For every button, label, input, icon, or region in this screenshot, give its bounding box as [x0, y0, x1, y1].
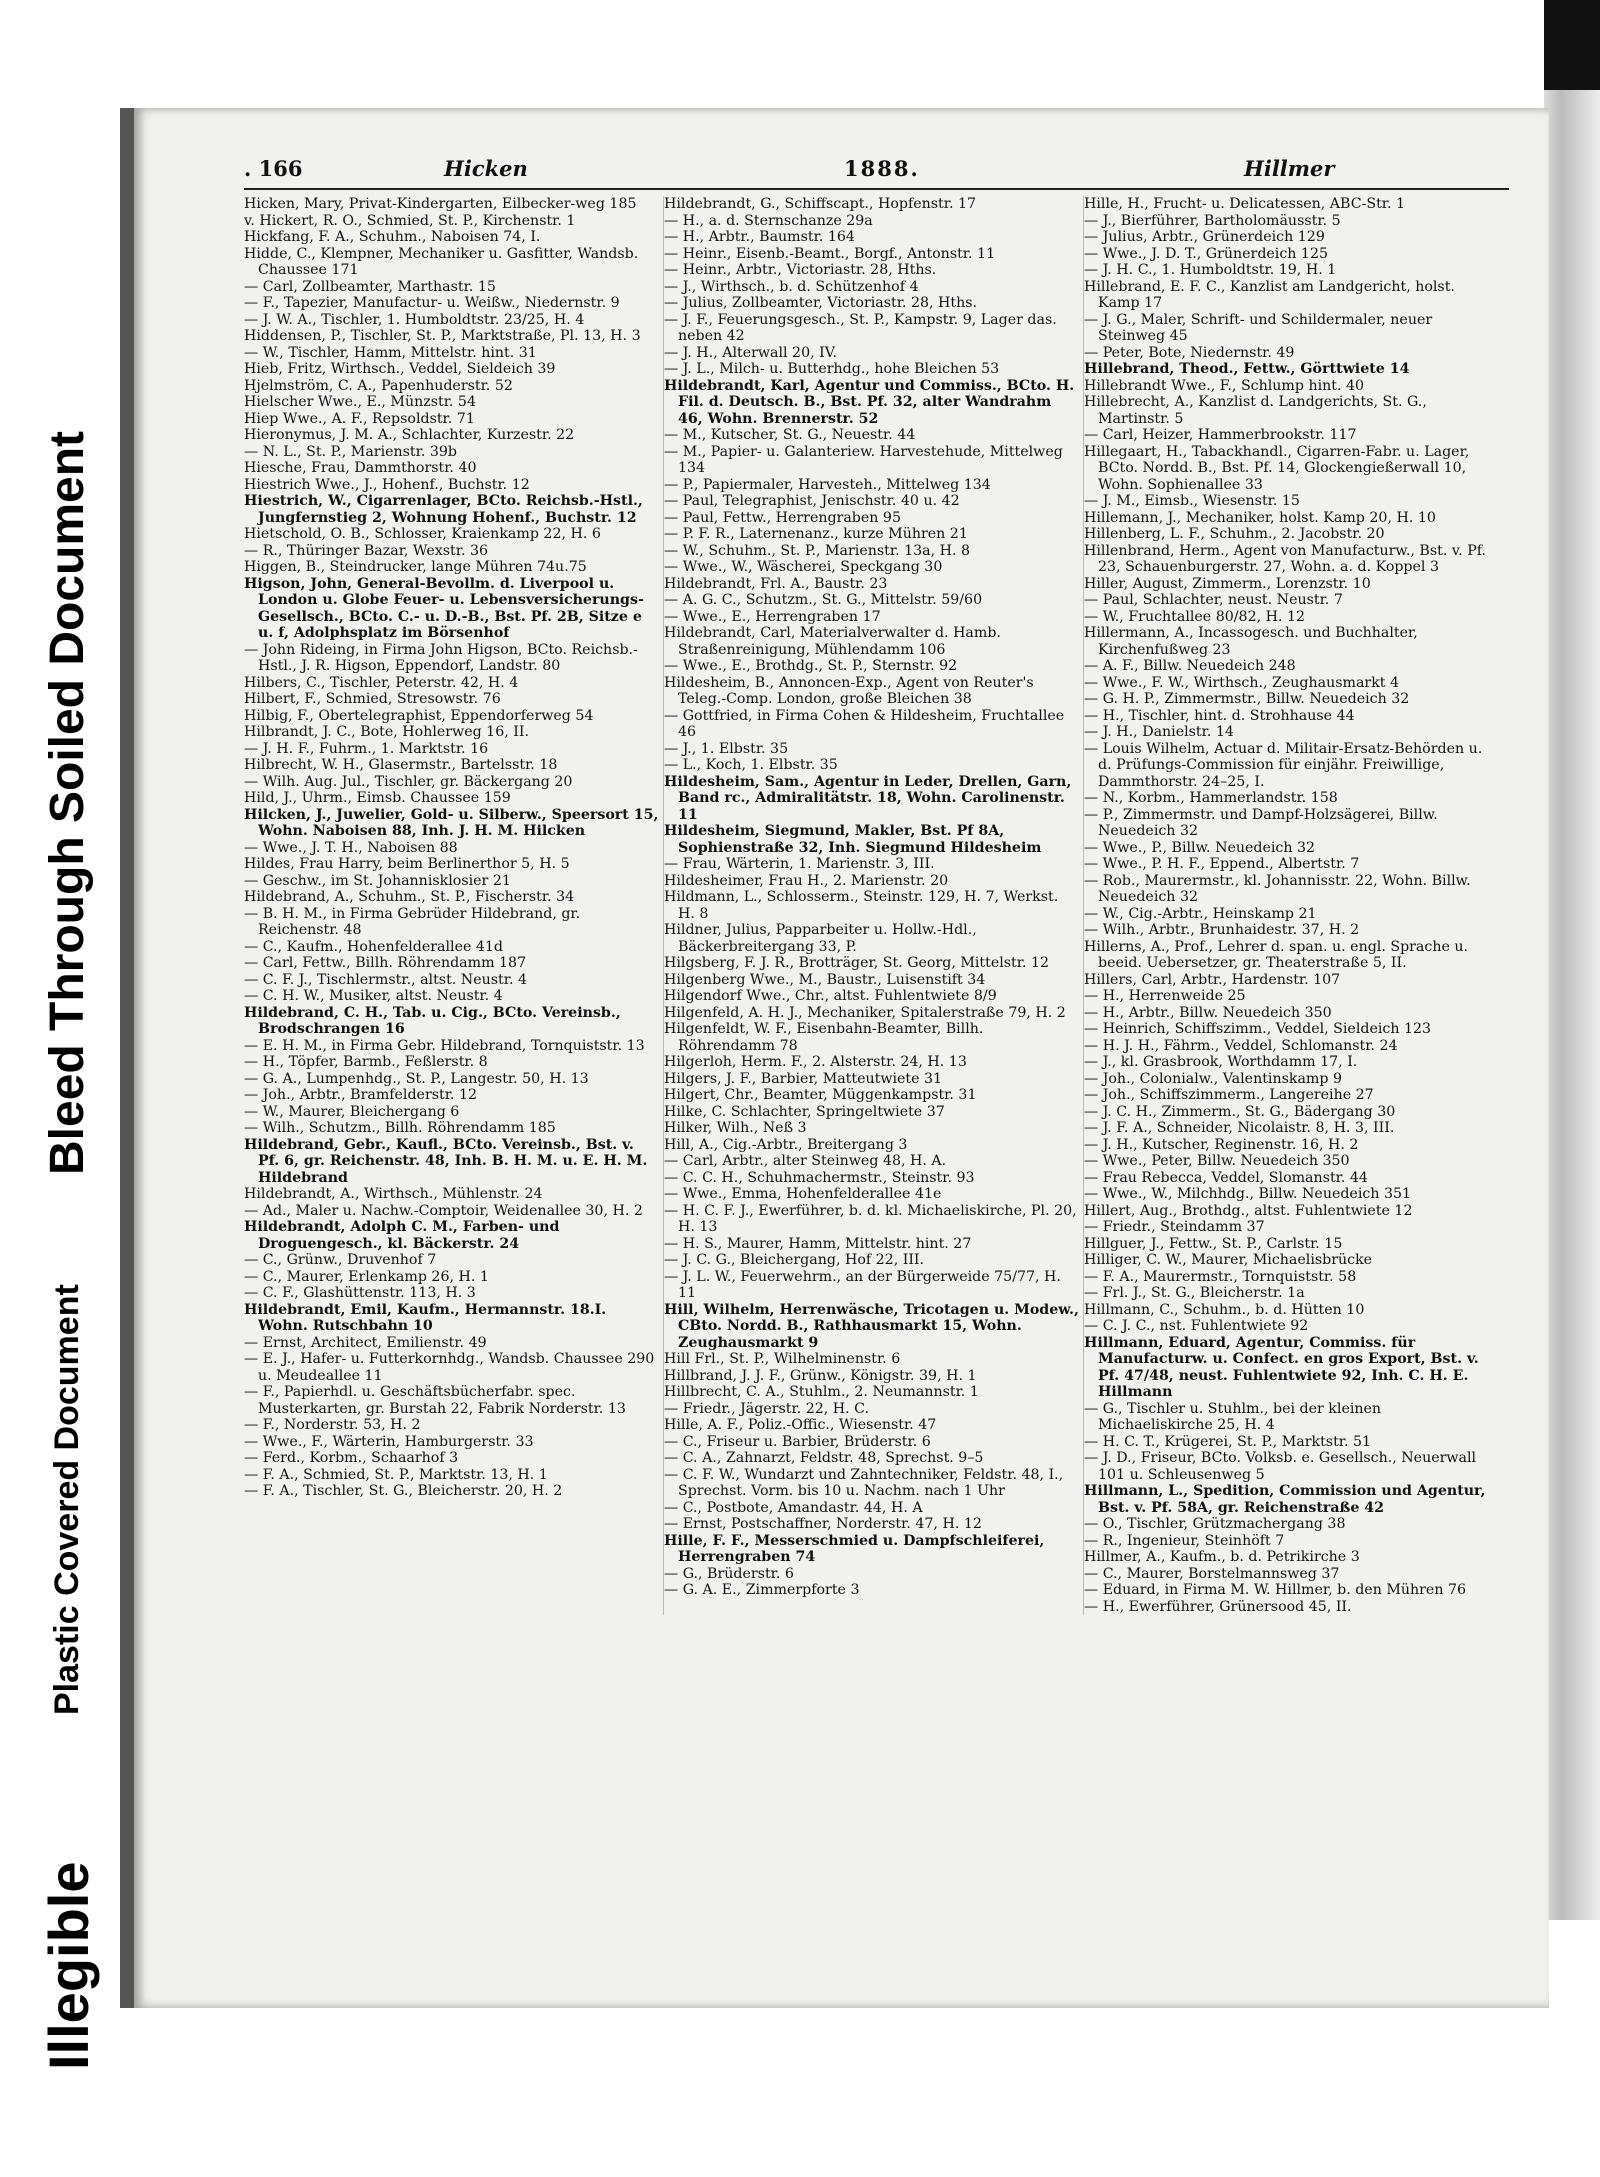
directory-entry: — G., Brüderstr. 6 [664, 1565, 794, 1582]
directory-entry: — C. F. J., Tischlermstr., altst. Neustr. 4 [244, 971, 527, 988]
directory-entry: Hilgert, Chr., Beamter, Müggenkampstr. 31 [664, 1087, 977, 1103]
scan-edge-strip [1544, 90, 1600, 1920]
directory-entry: Hillmann, L., Spedition, Commission und Agentur, Bst. v. Pf. 58A, gr. Reichenstraße 42 [1084, 1483, 1486, 1516]
directory-entry: — H. C. T., Krügerei, St. P., Marktstr. 51 [1084, 1433, 1372, 1450]
directory-entry: Hillers, Carl, Arbtr., Hardenstr. 107 [1084, 971, 1341, 988]
directory-entry: — Wwe., P., Billw. Neuedeich 32 [1084, 839, 1316, 856]
directory-entry: — E. J., Hafer- u. Futterkornhdg., Wandsb. Chaussee 290 u. Meudeallee 11 [244, 1351, 655, 1384]
directory-entry: — Wwe., W., Milchhdg., Billw. Neuedeich 351 [1084, 1186, 1412, 1202]
directory-entry: — Eduard, in Firma M. W. Hillmer, b. den Mühren 76 [1084, 1582, 1467, 1598]
directory-entry: — B. H. M., in Firma Gebrüder Hildebrand, gr. Reichenstr. 48 [244, 905, 581, 938]
directory-entry: — Joh., Colonialw., Valentinskamp 9 [1084, 1070, 1342, 1087]
directory-entry: — J. M., Eimsb., Wiesenstr. 15 [1084, 493, 1300, 509]
directory-entry: — C. H. W., Musiker, altst. Neustr. 4 [244, 988, 503, 1004]
directory-entry: Hildner, Julius, Papparbeiter u. Hollw.-Hdl., Bäckerbreitergang 33, P. [664, 922, 977, 955]
directory-entry: — F. A., Schmied, St. P., Marktstr. 13, H. 1 [244, 1466, 548, 1483]
directory-entry: — C. C. H., Schuhmachermstr., Steinstr. 93 [664, 1169, 975, 1186]
directory-entry: Hilbert, F., Schmied, Stresowstr. 76 [244, 691, 501, 707]
directory-entry: Hillermann, A., Incassogesch. und Buchhalter, Kirchenfußweg 23 [1084, 625, 1418, 658]
directory-entry: — J. L. W., Feuerwehrm., an der Bürgerweide 75/77, H. 11 [664, 1268, 1061, 1301]
directory-entry: Hille, H., Frucht- u. Delicatessen, ABC-Str. 1 [1084, 196, 1406, 212]
directory-entry: — Heinr., Eisenb.-Beamt., Borgf., Antonstr. 11 [664, 245, 996, 262]
directory-entry: — N. L., St. P., Marienstr. 39b [244, 443, 458, 460]
directory-entry: Hill Frl., St. P., Wilhelminenstr. 6 [664, 1351, 901, 1367]
directory-entry: Hilcken, J., Juwelier, Gold- u. Silberw., Speersort 15, Wohn. Naboisen 88, Inh. J. H. M. Hilcken [244, 806, 659, 839]
directory-entry: Hildebrandt, Adolph C. M., Farben- und Droguengesch., kl. Bäckerstr. 24 [244, 1219, 560, 1252]
directory-entry: Hillmann, Eduard, Agentur, Commiss. für Manufacturw. u. Confect. en gros Export, Bst. v. Pf. 47/48, neust. Fuhlentwiete 92, Inh. C. H. E. Hillmann [1084, 1334, 1479, 1400]
directory-entry: Hillmer, A., Kaufm., b. d. Petrikirche 3 [1084, 1549, 1360, 1565]
directory-entry: Hilgerloh, Herm. F., 2. Alsterstr. 24, H. 13 [664, 1054, 967, 1070]
directory-entry: — Julius, Arbtr., Grünerdeich 129 [1084, 229, 1325, 245]
page-content [244, 150, 1509, 1980]
directory-entry: Hilgers, J. F., Barbier, Matteutwiete 31 [664, 1070, 943, 1087]
directory-entry: Hillebrand, E. F. C., Kanzlist am Landgericht, holst. Kamp 17 [1084, 278, 1455, 311]
directory-entry: — F., Tapezier, Manufactur- u. Weißw., Niedernstr. 9 [244, 295, 620, 311]
directory-entry: Hilke, C. Schlachter, Springeltwiete 37 [664, 1103, 945, 1120]
directory-entry: — C., Grünw., Druvenhof 7 [244, 1252, 437, 1268]
directory-entry: Higgen, B., Steindrucker, lange Mühren 74u.75 [244, 559, 587, 575]
directory-entry: — Heinrich, Schiffszimm., Veddel, Sieldeich 123 [1084, 1021, 1432, 1037]
directory-entry: Hilbrecht, W. H., Glasermstr., Bartelsstr. 18 [244, 757, 558, 773]
directory-entry: — E. H. M., in Firma Gebr. Hildebrand, Tornquiststr. 13 [244, 1037, 645, 1054]
directory-entry: — C. F. W., Wundarzt und Zahntechniker, Feldstr. 48, I., Sprechst. Vorm. bis 10 u. Nachm. nach 1 Uhr [664, 1466, 1064, 1499]
directory-entry: — H. J. H., Fährm., Veddel, Schlomanstr. 24 [1084, 1037, 1398, 1054]
directory-entry: — W., Maurer, Bleichergang 6 [244, 1103, 460, 1120]
scanned-page [120, 108, 1549, 2008]
directory-entry: Hiller, August, Zimmerm., Lorenzstr. 10 [1084, 575, 1371, 592]
directory-entry: — H., Töpfer, Barmb., Feßlerstr. 8 [244, 1054, 488, 1070]
directory-entry: Hildebrandt, G., Schiffscapt., Hopfenstr. 17 [664, 196, 977, 212]
directory-entry: Hilliger, C. W., Maurer, Michaelisbrücke [1084, 1252, 1373, 1268]
directory-entry: — J. L., Milch- u. Butterhdg., hohe Bleichen 53 [664, 361, 1000, 377]
directory-entry: — Paul, Schlachter, neust. Neustr. 7 [1084, 592, 1343, 608]
directory-entry: — G. A., Lumpenhdg., St. P., Langestr. 50, H. 13 [244, 1070, 589, 1087]
directory-entry: — M., Papier- u. Galanteriew. Harvestehude, Mittelweg 134 [664, 443, 1063, 476]
directory-entry: Hildebrand, A., Schuhm., St. P., Fischerstr. 34 [244, 889, 575, 905]
directory-entry: — W., Cig.-Arbtr., Heinskamp 21 [1084, 905, 1317, 922]
directory-entry: — Heinr., Arbtr., Victoriastr. 28, Hths. [664, 262, 937, 278]
directory-entry: Hillemann, J., Mechaniker, holst. Kamp 20, H. 10 [1084, 509, 1436, 526]
directory-entry: Hildesheimer, Frau H., 2. Marienstr. 20 [664, 872, 949, 889]
directory-entry: — H., Arbtr., Billw. Neuedeich 350 [1084, 1004, 1332, 1021]
directory-entry: Hildebrandt, Carl, Materialverwalter d. Hamb. Straßenreinigung, Mühlendamm 106 [664, 625, 1001, 658]
directory-entry: — W., Schuhm., St. P., Marienstr. 13a, H. 8 [664, 542, 971, 559]
scan-edge-dark [1544, 0, 1600, 90]
directory-entry: — J., Bierführer, Bartholomäusstr. 5 [1084, 212, 1341, 229]
directory-entry: — J., Wirthsch., b. d. Schützenhof 4 [664, 278, 919, 295]
directory-entry: — Ferd., Korbm., Schaarhof 3 [244, 1450, 459, 1466]
directory-column-3 [1084, 196, 1504, 1615]
directory-entry: Hilbig, F., Obertelegraphist, Eppendorferweg 54 [244, 707, 594, 724]
directory-entry: Hilgenberg Wwe., M., Baustr., Luisenstift 34 [664, 971, 986, 988]
directory-entry: Hietschold, O. B., Schlosser, Kraienkamp 22, H. 6 [244, 526, 601, 542]
directory-entry: — Ad., Maler u. Nachw.-Comptoir, Weidenallee 30, H. 2 [244, 1202, 643, 1219]
directory-entry: — Wilh., Arbtr., Brunhaidestr. 37, H. 2 [1084, 922, 1360, 938]
directory-entry: — Wwe., Peter, Billw. Neuedeich 350 [1084, 1153, 1350, 1169]
directory-entry: — O., Tischler, Grützmachergang 38 [1084, 1516, 1346, 1532]
directory-entry: Hille, A. F., Poliz.-Offic., Wiesenstr. 47 [664, 1417, 937, 1433]
directory-entry: — C. J. C., nst. Fuhlentwiete 92 [1084, 1318, 1309, 1334]
header-left-word: Hicken [444, 156, 528, 181]
directory-entry: — Louis Wilhelm, Actuar d. Militair-Ersatz-Behörden u. d. Prüfungs-Commission für einjähr. Freiwillige, Dammthorstr. 24–25, I. [1084, 740, 1483, 790]
directory-entry: — Carl, Arbtr., alter Steinweg 48, H. A. [664, 1153, 947, 1169]
directory-entry: Hiesche, Frau, Dammthorstr. 40 [244, 460, 477, 476]
directory-entry: — A. G. C., Schutzm., St. G., Mittelstr. 59/60 [664, 592, 983, 608]
directory-entry: — J. H. C., 1. Humboldtstr. 19, H. 1 [1084, 262, 1337, 278]
directory-entry: Hildmann, L., Schlosserm., Steinstr. 129, H. 7, Werkst. H. 8 [664, 889, 1059, 922]
directory-entry: v. Hickert, R. O., Schmied, St. P., Kirchenstr. 1 [244, 212, 576, 229]
directory-entry: Hildebrandt, A., Wirthsch., Mühlenstr. 24 [244, 1186, 543, 1202]
directory-entry: Hieronymus, J. M. A., Schlachter, Kurzestr. 22 [244, 427, 575, 443]
directory-entry: — Geschw., im St. Johannisklosier 21 [244, 872, 511, 889]
directory-entry: — H., Tischler, hint. d. Strohhause 44 [1084, 707, 1355, 724]
directory-entry: — F., Norderstr. 53, H. 2 [244, 1417, 421, 1433]
directory-entry: Hildebrandt, Frl. A., Baustr. 23 [664, 575, 888, 592]
header-right-word: Hillmer [1244, 156, 1335, 181]
directory-entry: — H., Ewerführer, Grünersood 45, II. [1084, 1598, 1352, 1615]
directory-entry: — J. W. A., Tischler, 1. Humboldtstr. 23/25, H. 4 [244, 311, 585, 328]
directory-entry: Hill, A., Cig.-Arbtr., Breitergang 3 [664, 1136, 908, 1153]
directory-entry: — John Rideing, in Firma John Higson, BCto. Reichsb.-Hstl., J. R. Higson, Eppendorf, Landstr. 80 [244, 641, 638, 674]
directory-entry: Hiddensen, P., Tischler, St. P., Marktstraße, Pl. 13, H. 3 [244, 328, 641, 344]
directory-entry: Hillbrecht, C. A., Stuhlm., 2. Neumannstr. 1 [664, 1384, 979, 1400]
directory-entry: — Wilh., Schutzm., Billh. Röhrendamm 185 [244, 1120, 556, 1136]
directory-entry: — J., 1. Elbstr. 35 [664, 740, 789, 757]
bleed-through-label: Bleed Through Soiled Document [41, 430, 94, 1175]
directory-entry: Hild, J., Uhrm., Eimsb. Chaussee 159 [244, 790, 511, 806]
directory-entry: — H. C. F. J., Ewerführer, b. d. kl. Michaeliskirche, Pl. 20, H. 13 [664, 1202, 1077, 1235]
directory-entry: Hilker, Wilh., Neß 3 [664, 1120, 807, 1136]
directory-entry: Hillebrand, Theod., Fettw., Görttwiete 14 [1084, 361, 1410, 377]
directory-entry: — A. F., Billw. Neuedeich 248 [1084, 658, 1296, 674]
directory-entry: Hieb, Fritz, Wirthsch., Veddel, Sieldeich 39 [244, 361, 556, 377]
directory-entry: — M., Kutscher, St. G., Neuestr. 44 [664, 427, 916, 443]
directory-entry: — J. D., Friseur, BCto. Volksb. e. Gesellsch., Neuerwall 101 u. Schleusenweg 5 [1084, 1450, 1477, 1483]
directory-entry: — L., Koch, 1. Elbstr. 35 [664, 757, 838, 773]
directory-entry: Hilbers, C., Tischler, Peterstr. 42, H. 4 [244, 674, 519, 691]
directory-entry: — Paul, Telegraphist, Jenischstr. 40 u. 42 [664, 493, 960, 509]
directory-entry: — Carl, Fettw., Billh. Röhrendamm 187 [244, 955, 527, 971]
directory-entry: — C. A., Zahnarzt, Feldstr. 48, Sprechst. 9–5 [664, 1450, 984, 1466]
directory-entry: — J. F., Feuerungsgesch., St. P., Kampstr. 9, Lager das. neben 42 [664, 311, 1057, 344]
directory-entry: — J., kl. Grasbrook, Worthdamm 17, I. [1084, 1054, 1358, 1070]
directory-entry: — J. H., Alterwall 20, IV. [664, 344, 838, 361]
plastic-covered-label: Plastic Covered Document [48, 1284, 86, 1715]
directory-entry: — Rob., Maurermstr., kl. Johannisstr. 22, Wohn. Billw. Neuedeich 32 [1084, 872, 1471, 905]
directory-entry: — Joh., Schiffszimmerm., Langereihe 27 [1084, 1087, 1374, 1103]
directory-entry: Higson, John, General-Bevollm. d. Liverpool u. London u. Globe Feuer- u. Lebensversicherungs-Gesellsch., BCto. C.- u. D.-B., Bst. Pf. 2B, Sitze e u. f, Adolphsplatz im Börsenhof [244, 575, 644, 641]
page-header [244, 150, 1509, 190]
directory-entry: — F., Papierhdl. u. Geschäftsbücherfabr. spec. Musterkarten, gr. Burstah 22, Fabrik Norderstr. 13 [244, 1384, 626, 1417]
directory-entry: — W., Fruchtallee 80/82, H. 12 [1084, 608, 1306, 625]
directory-entry: Hidde, C., Klempner, Mechaniker u. Gasfitter, Wandsb. Chaussee 171 [244, 245, 639, 278]
directory-entry: — Wwe., E., Brothdg., St. P., Sternstr. 92 [664, 658, 958, 674]
directory-entry: — Wwe., F. W., Wirthsch., Zeughausmarkt 4 [1084, 674, 1400, 691]
directory-entry: Hildesheim, Sam., Agentur in Leder, Drellen, Garn, Band rc., Admiralitätstr. 18, Wohn. Carolinenstr. 11 [664, 773, 1072, 823]
directory-entry: Hillebrandt Wwe., F., Schlump hint. 40 [1084, 377, 1365, 394]
directory-entry: Hildes, Frau Harry, beim Berlinerthor 5, H. 5 [244, 856, 570, 872]
directory-entry: — C., Postbote, Amandastr. 44, H. A [664, 1499, 923, 1516]
directory-entry: Hillenberg, L. F., Schuhm., 2. Jacobstr. 20 [1084, 526, 1385, 542]
directory-entry: — H., Herrenweide 25 [1084, 988, 1246, 1004]
archive-side-labels [0, 0, 110, 2177]
page-number: . 166 [244, 156, 303, 181]
directory-entry: — C., Maurer, Borstelmannsweg 37 [1084, 1565, 1340, 1582]
directory-entry: — R., Ingenieur, Steinhöft 7 [1084, 1532, 1285, 1549]
directory-entry: Hildesheim, B., Annoncen-Exp., Agent von Reuter's Teleg.-Comp. London, große Bleichen 38 [664, 674, 1034, 707]
directory-entry: Hiestrich, W., Cigarrenlager, BCto. Reichsb.-Hstl., Jungfernstieg 2, Wohnung Hohenf., Buchstr. 12 [244, 493, 643, 526]
directory-entry: — Friedr., Steindamm 37 [1084, 1219, 1265, 1235]
directory-entry: Hilgendorf Wwe., Chr., altst. Fuhlentwiete 8/9 [664, 988, 997, 1004]
directory-entry: — F. A., Tischler, St. G., Bleicherstr. 20, H. 2 [244, 1483, 563, 1499]
directory-column-1 [244, 196, 664, 1615]
directory-entry: — Frl. J., St. G., Bleicherstr. 1a [1084, 1285, 1305, 1301]
directory-entry: — Frau Rebecca, Veddel, Slomanstr. 44 [1084, 1169, 1368, 1186]
directory-entry: — Peter, Bote, Niedernstr. 49 [1084, 344, 1295, 361]
directory-entry: — Wwe., E., Herrengraben 17 [664, 608, 881, 625]
illegible-label: Illegible [37, 1861, 100, 2070]
directory-entry: — F. A., Maurermstr., Tornquiststr. 58 [1084, 1268, 1357, 1285]
directory-entry: — N., Korbm., Hammerlandstr. 158 [1084, 790, 1338, 806]
directory-entry: — C., Maurer, Erlenkamp 26, H. 1 [244, 1268, 489, 1285]
directory-entry: Hilgenfeldt, W. F., Eisenbahn-Beamter, Billh. Röhrendamm 78 [664, 1021, 984, 1054]
directory-entry: Hilgsberg, F. J. R., Brotträger, St. Georg, Mittelstr. 12 [664, 955, 1050, 971]
directory-entry: — G., Tischler u. Stuhlm., bei der kleinen Michaeliskirche 25, H. 4 [1084, 1400, 1382, 1433]
directory-entry: — C., Friseur u. Barbier, Brüderstr. 6 [664, 1433, 931, 1450]
directory-entry: — H., a. d. Sternschanze 29a [664, 212, 873, 229]
directory-entry: Hillert, Aug., Brothdg., altst. Fuhlentwiete 12 [1084, 1202, 1413, 1219]
directory-entry: — J. G., Maler, Schrift- und Schildermaler, neuer Steinweg 45 [1084, 311, 1433, 344]
directory-entry: — Julius, Zollbeamter, Victoriastr. 28, Hths. [664, 295, 978, 311]
directory-entry: — Carl, Zollbeamter, Marthastr. 15 [244, 278, 496, 295]
directory-entry: — R., Thüringer Bazar, Wexstr. 36 [244, 542, 489, 559]
directory-entry: — J. H., Kutscher, Reginenstr. 16, H. 2 [1084, 1136, 1359, 1153]
directory-entry: — Wwe., J. T. H., Naboisen 88 [244, 839, 458, 856]
directory-entry: Hillbrand, J. J. F., Grünw., Königstr. 39, H. 1 [664, 1367, 977, 1384]
directory-entry: Hilgenfeld, A. H. J., Mechaniker, Spitalerstraße 79, H. 2 [664, 1004, 1066, 1021]
directory-entry: Hickfang, F. A., Schuhm., Naboisen 74, I. [244, 229, 541, 245]
directory-entry: — C., Kaufm., Hohenfelderallee 41d [244, 938, 504, 955]
directory-entry: — Wwe., W., Wäscherei, Speckgang 30 [664, 559, 943, 575]
directory-entry: Hildebrandt, Karl, Agentur und Commiss., BCto. H. Fil. d. Deutsch. B., Bst. Pf. 32, alter Wandrahm 46, Wohn. Brennerstr. 52 [664, 377, 1075, 427]
directory-entry: — G. A. E., Zimmerpforte 3 [664, 1582, 860, 1598]
directory-entry: — P. F. R., Laternenanz., kurze Mühren 21 [664, 526, 968, 542]
directory-entry: — P., Papiermaler, Harvesteh., Mittelweg 134 [664, 476, 991, 493]
directory-entry: — H. S., Maurer, Hamm, Mittelstr. hint. 27 [664, 1235, 972, 1252]
directory-entry: Hilbrandt, J. C., Bote, Hohlerweg 16, II. [244, 724, 529, 740]
directory-entry: — J. C. G., Bleichergang, Hof 22, III. [664, 1252, 925, 1268]
directory-column-2 [664, 196, 1084, 1615]
directory-entry: Hielscher Wwe., E., Münzstr. 54 [244, 394, 476, 410]
directory-entry: Hiestrich Wwe., J., Hohenf., Buchstr. 12 [244, 476, 530, 493]
directory-entry: — Frau, Wärterin, 1. Marienstr. 3, III. [664, 856, 935, 872]
directory-entry: — G. H. P., Zimmermstr., Billw. Neuedeich 32 [1084, 691, 1410, 707]
directory-entry: — Wwe., P. H. F., Eppend., Albertstr. 7 [1084, 856, 1360, 872]
directory-entry: — J. C. H., Zimmerm., St. G., Bädergang 30 [1084, 1103, 1396, 1120]
directory-entry: Hillerns, A., Prof., Lehrer d. span. u. engl. Sprache u. beeid. Uebersetzer, gr. Theaterstraße 5, II. [1084, 938, 1469, 971]
directory-columns [244, 196, 1509, 1615]
directory-entry: Hill, Wilhelm, Herrenwäsche, Tricotagen u. Modew., CBto. Nordd. B., Rathhausmarkt 15, Wohn. Zeughausmarkt 9 [664, 1301, 1079, 1351]
directory-entry: — Ernst, Architect, Emilienstr. 49 [244, 1334, 487, 1351]
directory-entry: — Paul, Fettw., Herrengraben 95 [664, 509, 901, 526]
directory-entry: — Wilh. Aug. Jul., Tischler, gr. Bäckergang 20 [244, 773, 573, 790]
directory-entry: Hildebrand, Gebr., Kaufl., BCto. Vereinsb., Bst. v. Pf. 6, gr. Reichenstr. 48, Inh. B. H. M. u. E. H. M. Hildebrand [244, 1136, 648, 1186]
directory-entry: — Wwe., J. D. T., Grünerdeich 125 [1084, 245, 1329, 262]
directory-entry: — J. H., Danielstr. 14 [1084, 724, 1234, 740]
directory-entry: — Ernst, Postschaffner, Norderstr. 47, H. 12 [664, 1516, 982, 1532]
directory-entry: Hildebrand, C. H., Tab. u. Cig., BCto. Vereinsb., Brodschrangen 16 [244, 1004, 621, 1037]
directory-entry: Hildesheim, Siegmund, Makler, Bst. Pf 8A, Sophienstraße 32, Inh. Siegmund Hildesheim [664, 823, 1042, 856]
directory-entry: — J. H. F., Fuhrm., 1. Marktstr. 16 [244, 740, 489, 757]
directory-entry: — Wwe., Emma, Hohenfelderallee 41e [664, 1186, 942, 1202]
directory-entry: — P., Zimmermstr. und Dampf-Holzsägerei, Billw. Neuedeich 32 [1084, 806, 1438, 839]
directory-entry: Hicken, Mary, Privat-Kindergarten, Eilbecker-weg 185 [244, 196, 637, 212]
directory-entry: — H., Arbtr., Baumstr. 164 [664, 229, 855, 245]
directory-entry: Hillegaart, H., Tabackhandl., Cigarren-Fabr. u. Lager, BCto. Nordd. B., Bst. Pf. 14, Glockengießerwall 10, Wohn. Sophienallee 33 [1084, 443, 1470, 493]
directory-entry: Hillguer, J., Fettw., St. P., Carlstr. 15 [1084, 1235, 1343, 1252]
directory-entry: — Gottfried, in Firma Cohen & Hildesheim, Fruchtallee 46 [664, 707, 1065, 740]
directory-entry: Hiep Wwe., A. F., Repsoldstr. 71 [244, 410, 475, 427]
directory-entry: Hillebrecht, A., Kanzlist d. Landgerichts, St. G., Martinstr. 5 [1084, 394, 1427, 427]
directory-entry: — Friedr., Jägerstr. 22, H. C. [664, 1400, 870, 1417]
directory-entry: Hille, F. F., Messerschmied u. Dampfschleiferei, Herrengraben 74 [664, 1532, 1045, 1565]
directory-entry: — Joh., Arbtr., Bramfelderstr. 12 [244, 1087, 477, 1103]
directory-entry: Hillenbrand, Herm., Agent von Manufacturw., Bst. v. Pf. 23, Schauenburgerstr. 27, Wohn. a. d. Koppel 3 [1084, 542, 1486, 575]
directory-entry: Hildebrandt, Emil, Kaufm., Hermannstr. 18.I. Wohn. Rutschbahn 10 [244, 1301, 607, 1334]
directory-entry: — Carl, Heizer, Hammerbrookstr. 117 [1084, 427, 1357, 443]
directory-entry: — W., Tischler, Hamm, Mittelstr. hint. 31 [244, 344, 537, 361]
directory-entry: Hjelmström, C. A., Papenhuderstr. 52 [244, 377, 513, 394]
directory-entry: — C. F., Glashüttenstr. 113, H. 3 [244, 1285, 476, 1301]
directory-entry: — Wwe., F., Wärterin, Hamburgerstr. 33 [244, 1433, 534, 1450]
header-year: 1888. [844, 156, 920, 181]
directory-entry: — J. F. A., Schneider, Nicolaistr. 8, H. 3, III. [1084, 1120, 1395, 1136]
directory-entry: Hillmann, C., Schuhm., b. d. Hütten 10 [1084, 1301, 1365, 1318]
